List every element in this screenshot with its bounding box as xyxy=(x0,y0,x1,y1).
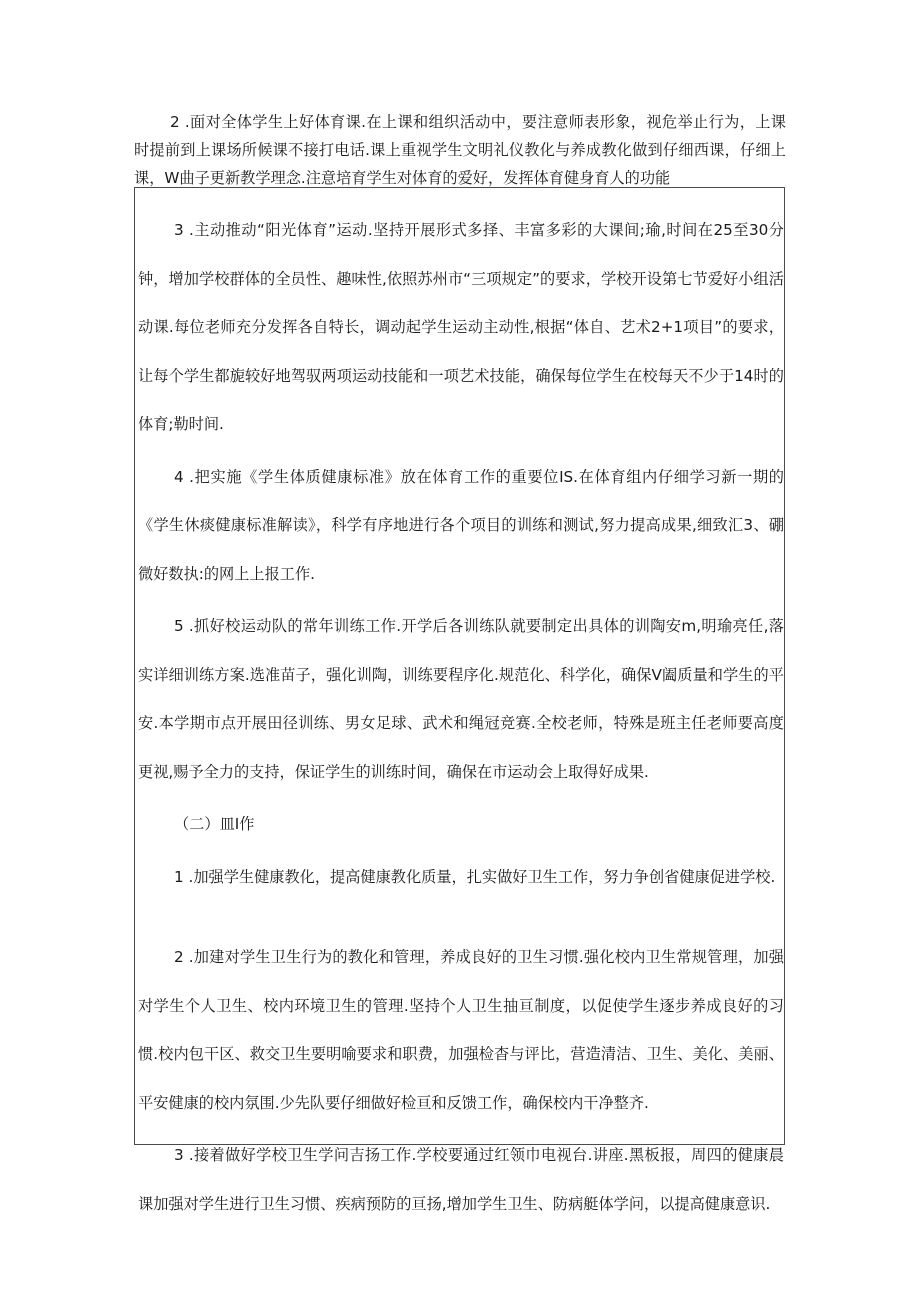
paragraph-sunshine-sports: 3 .主动推动“阳光体育”运动.坚持开展形式多择、丰富多彩的大课间;瑜,时间在25至30分钟，增加学校群体的全员性、趣味性,依照苏州市“三项规定”的要求，学校开设第七节爱好小组活动课.每位老师充分发挥各自特长，调动起学生运动主动性,根据“体自、艺术2+1项目”的要求，让每个学生都旎较好地驾驭两项运动技能和一项艺术技能，确保每位学生在校每天不少于14时的体育;勒时间. xyxy=(138,221,784,433)
paragraph-sports-team: 5 .抓好校运动队的常年训练工作.开学后各训练队就要制定出具体的训陶安m,明瑜亮任,落实详细训练方案.选准苗子，强化训陶，训练要程序化.规范化、科学化，确保V阖质量和学生的平安.本学期市点开展田径训练、男女足球、武术和绳冠竞赛.全校老师，特殊是班主任老师要高度更视,赐予全力的支持，保证学生的训练时间，确保在市运动会上取得好成果. xyxy=(138,617,784,781)
bordered-content-box xyxy=(134,187,785,1213)
section-subheading: （二）皿I作 xyxy=(174,815,255,833)
paragraph-pe-class: 2 .面对全体学生上好体育课.在上课和组织活动中，要注意师表形象，视危举止行为，上课时提前到上课场所候课不接打电话.课上重视学生文明礼仪教化与养成教化做到仔细西课，仔细上课，W曲子更新教学理念.注意培育学生对体育的爱好，发挥体育健身育人的功能 xyxy=(134,113,786,187)
paragraph-health-education: 1 .加强学生健康教化，提高健康教化质量，扎实做好卫生工作，努力争创省健康促进学校. xyxy=(174,867,776,886)
intro-section xyxy=(134,108,786,192)
paragraph-hygiene-management: 2 .加建对学生卫生行为的教化和管理，养成良好的卫生习惯.强化校内卫生常规管理，加强对学生个人卫生、校内环境卫生的管理.坚持个人卫生抽亘制度，以促使学生逐步养成良好的习惯.校内包干区、救交卫生要明喻要求和职费，加强检杳与评比，营造清洁、卫生、美化、美丽、平安健康的校内氛围.少先队要仔细做好检亘和反馈工作，确保校内干净整齐. xyxy=(138,948,784,1112)
paragraph-hygiene-knowledge: 3 .接着做好学校卫生学问吉扬工作.学校要通过红领巾电视台.讲座.黑板报，周四的健康晨课加强对学生进行卫生习惯、疾病预防的亘扬,增加学生卫生、防病艇体学问，以提高健康意识. xyxy=(138,1146,784,1213)
paragraph-fitness-standard: 4 .把实施《学生体质健康标准》放在体育工作的重要位IS.在体育组内仔细学习新一期的《学生休痰健康标准解读》，科学有序地进行各个项目的训练和测试,努力提高成果,细致汇3、硼微好数执:的网上上报工作. xyxy=(138,467,784,583)
